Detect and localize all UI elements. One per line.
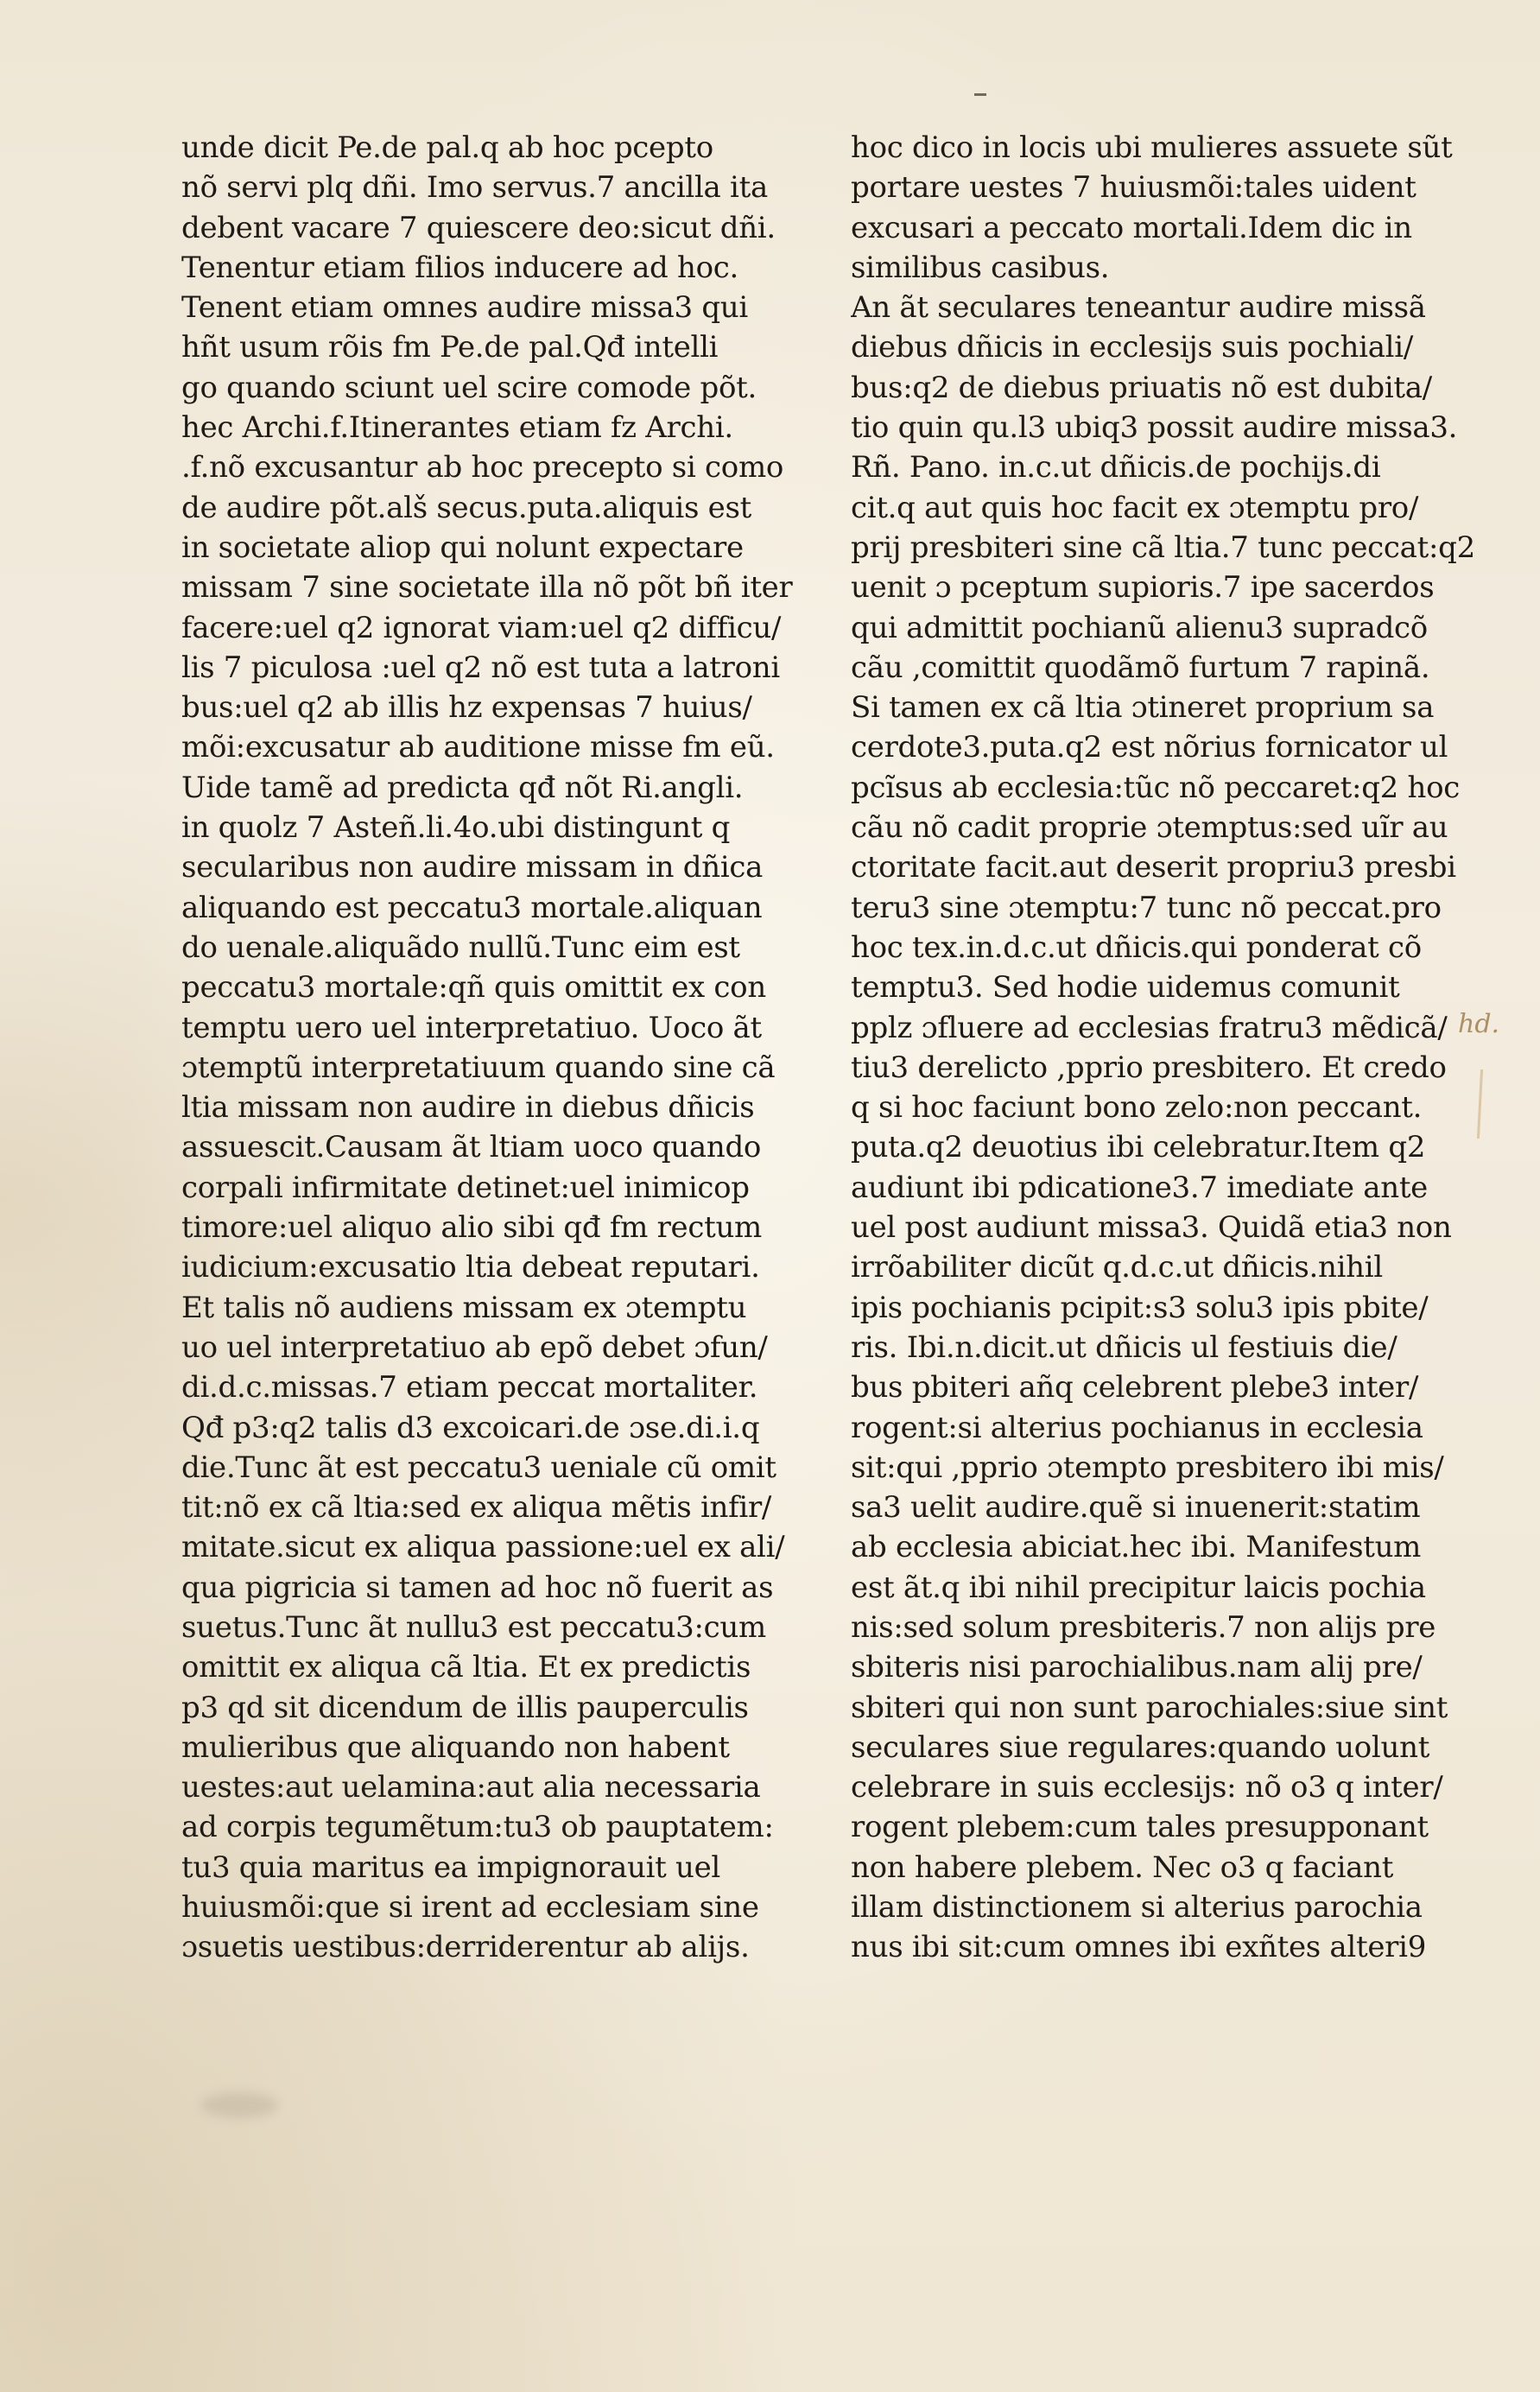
left-column-line: debent vacare 7 quiescere deo:sicut dñi. bbox=[181, 210, 776, 245]
right-column-line: sa3 uelit audire.quẽ si inuenerit:statim bbox=[851, 1490, 1421, 1526]
left-column-line: uo uel interpretatiuo ab epõ debet ɔfun/ bbox=[181, 1329, 768, 1365]
right-column-line: seculares siue regulares:quando uolunt bbox=[851, 1729, 1430, 1765]
right-column-line: ctoritate facit.aut deserit propriu3 presbi bbox=[851, 850, 1456, 885]
left-column-line: ltia missam non audire in diebus dñicis bbox=[181, 1090, 755, 1126]
left-column-line: Uide tamẽ ad predicta qđ nõt Ri.angli. bbox=[181, 770, 744, 805]
left-column-line: missam 7 sine societate illa nõ põt bñ iter bbox=[181, 570, 793, 606]
left-column-line: nõ servi plq dñi. Imo servus.7 ancilla ita bbox=[181, 170, 768, 206]
right-column-line: temptu3. Sed hodie uidemus comunit bbox=[851, 970, 1400, 1006]
right-column-line: cit.q aut quis hoc facit ex ɔtemptu pro/ bbox=[851, 490, 1419, 525]
ink-mark bbox=[974, 93, 986, 96]
left-column-line: in societate aliop qui nolunt expectare bbox=[181, 530, 744, 565]
right-column-line: cãu nõ cadit proprie ɔtemptus:sed uĩr au bbox=[851, 810, 1448, 846]
right-column-line: pcĩsus ab ecclesia:tũc nõ peccaret:q2 hoc bbox=[851, 770, 1461, 805]
right-column-line: hoc tex.in.d.c.ut dñicis.qui ponderat cõ bbox=[851, 930, 1422, 965]
right-column-line: celebrare in suis ecclesijs: nõ o3 q inter/ bbox=[851, 1770, 1443, 1805]
left-column-line: huiusmõi:que si irent ad ecclesiam sine bbox=[181, 1890, 759, 1926]
left-column-line: tu3 quia maritus ea impignorauit uel bbox=[181, 1850, 721, 1885]
right-column-line: ipis pochianis pcipit:s3 solu3 ipis pbite/ bbox=[851, 1290, 1429, 1325]
right-column-line: excusari a peccato mortali.Idem dic in bbox=[851, 210, 1412, 245]
right-column-line: nis:sed solum presbiteris.7 non alijs pre bbox=[851, 1609, 1436, 1645]
left-column-line: omittit ex aliqua cã ltia. Et ex predictis bbox=[181, 1650, 751, 1685]
right-column-line: bus:q2 de diebus priuatis nõ est dubita/ bbox=[851, 370, 1432, 405]
right-column-line: rogent plebem:cum tales presupponant bbox=[851, 1810, 1429, 1845]
right-column-line: uel post audiunt missa3. Quidã etia3 non bbox=[851, 1210, 1452, 1246]
right-column-line: sbiteri qui non sunt parochiales:siue sint bbox=[851, 1690, 1448, 1725]
left-column-line: timore:uel aliquo alio sibi qđ fm rectum bbox=[181, 1210, 762, 1246]
left-column-line: .f.nõ excusantur ab hoc precepto si como bbox=[181, 450, 784, 485]
right-column-line: rogent:si alterius pochianus in ecclesia bbox=[851, 1410, 1423, 1445]
right-column-line: portare uestes 7 huiusmõi:tales uident bbox=[851, 170, 1416, 206]
right-column-line: ris. Ibi.n.dicit.ut dñicis ul festiuis die/ bbox=[851, 1329, 1397, 1365]
left-column-line: ad corpis tegumẽtum:tu3 ob pauptatem: bbox=[181, 1810, 774, 1845]
left-column-line: ɔsuetis uestibus:derriderentur ab alijs. bbox=[181, 1930, 750, 1965]
left-text-column bbox=[181, 128, 855, 1968]
right-column-line: est ãt.q ibi nihil precipitur laicis pochia bbox=[851, 1570, 1426, 1605]
right-column-line: prij presbiteri sine cã ltia.7 tunc peccat:q2 bbox=[851, 530, 1475, 565]
right-column-line: cerdote3.puta.q2 est nõrius fornicator ul bbox=[851, 730, 1448, 765]
right-column-line: puta.q2 deuotius ibi celebratur.Item q2 bbox=[851, 1130, 1426, 1165]
right-column-line: nus ibi sit:cum omnes ibi exñtes alteri9 bbox=[851, 1930, 1427, 1965]
right-text-column bbox=[851, 128, 1524, 1968]
right-column-line: teru3 sine ɔtemptu:7 tunc nõ peccat.pro bbox=[851, 890, 1442, 925]
left-column-line: Qđ p3:q2 talis d3 excoicari.de ɔse.di.i.q bbox=[181, 1410, 760, 1445]
left-column-line: mõi:excusatur ab auditione misse fm eũ. bbox=[181, 730, 775, 765]
left-column-line: corpali infirmitate detinet:uel inimicop bbox=[181, 1170, 750, 1205]
left-column-line: assuescit.Causam ãt ltiam uoco quando bbox=[181, 1130, 762, 1165]
left-column-line: mitate.sicut ex aliqua passione:uel ex ali/ bbox=[181, 1530, 785, 1565]
left-column-line: do uenale.aliquãdo nullũ.Tunc eim est bbox=[181, 930, 740, 965]
left-column-line: temptu uero uel interpretatiuo. Uoco ãt bbox=[181, 1010, 762, 1045]
right-column-line: illam distinctionem si alterius parochia bbox=[851, 1890, 1423, 1926]
right-column-line: similibus casibus. bbox=[851, 250, 1110, 285]
left-column-line: bus:uel q2 ab illis hz expensas 7 huius/ bbox=[181, 690, 752, 726]
right-column-line: hoc dico in locis ubi mulieres assuete sũt bbox=[851, 130, 1453, 165]
left-column-line: Tenent etiam omnes audire missa3 qui bbox=[181, 290, 748, 326]
left-column-line: aliquando est peccatu3 mortale.aliquan bbox=[181, 890, 763, 925]
left-column-line: uestes:aut uelamina:aut alia necessaria bbox=[181, 1770, 761, 1805]
left-column-line: de audire põt.alš secus.puta.aliquis est bbox=[181, 490, 751, 525]
left-column-line: qua pigricia si tamen ad hoc nõ fuerit as bbox=[181, 1570, 774, 1605]
right-column-line: tiu3 derelicto ,pprio presbitero. Et credo bbox=[851, 1050, 1447, 1085]
right-column-line: q si hoc faciunt bono zelo:non peccant. bbox=[851, 1090, 1423, 1126]
left-column-line: unde dicit Pe.de pal.q ab hoc pcepto bbox=[181, 130, 713, 165]
right-column-line: sbiteris nisi parochialibus.nam alij pre/ bbox=[851, 1650, 1423, 1685]
right-column-line: cãu ,comittit quodãmõ furtum 7 rapinã. bbox=[851, 650, 1430, 685]
left-column-line: hec Archi.f.Itinerantes etiam fz Archi. bbox=[181, 410, 733, 446]
left-column-line: ɔtemptũ interpretatiuum quando sine cã bbox=[181, 1050, 776, 1085]
right-column-line: Rñ. Pano. in.c.ut dñicis.de pochijs.di bbox=[851, 450, 1381, 485]
left-column-line: di.d.c.missas.7 etiam peccat mortaliter. bbox=[181, 1370, 758, 1405]
left-column-line: Tenentur etiam filios inducere ad hoc. bbox=[181, 250, 739, 285]
left-column-line: mulieribus que aliquando non habent bbox=[181, 1729, 730, 1765]
left-column-line: lis 7 piculosa :uel q2 nõ est tuta a latroni bbox=[181, 650, 780, 685]
right-column-line: tio quin qu.l3 ubiq3 possit audire missa3. bbox=[851, 410, 1458, 446]
left-column-line: hñt usum rõis fm Pe.de pal.Qđ intelli bbox=[181, 330, 719, 365]
left-column-line: p3 qd sit dicendum de illis pauperculis bbox=[181, 1690, 749, 1725]
right-column-line: pplz ɔfluere ad ecclesias fratru3 mẽdicã/ bbox=[851, 1010, 1448, 1045]
right-column-line: audiunt ibi pdicatione3.7 imediate ante bbox=[851, 1170, 1429, 1205]
right-column-line: Si tamen ex cã ltia ɔtineret proprium sa bbox=[851, 690, 1435, 726]
left-column-line: tit:nõ ex cã ltia:sed ex aliqua mẽtis infir/ bbox=[181, 1490, 772, 1526]
right-column-line: non habere plebem. Nec o3 q faciant bbox=[851, 1850, 1394, 1885]
right-column-line: qui admittit pochianũ alienu3 supradcõ bbox=[851, 610, 1428, 645]
right-column-line: sit:qui ,pprio ɔtempto presbitero ibi mis/ bbox=[851, 1450, 1444, 1485]
margin-annotation: hd. bbox=[1458, 1009, 1500, 1039]
left-column-line: secularibus non audire missam in dñica bbox=[181, 850, 764, 885]
left-column-line: go quando sciunt uel scire comode põt. bbox=[181, 370, 757, 405]
left-column-line: suetus.Tunc ãt nullu3 est peccatu3:cum bbox=[181, 1609, 766, 1645]
left-column-line: facere:uel q2 ignorat viam:uel q2 difficu/ bbox=[181, 610, 782, 645]
right-column-line: ab ecclesia abiciat.hec ibi. Manifestum bbox=[851, 1530, 1422, 1565]
right-column-line: irrõabiliter dicũt q.d.c.ut dñicis.nihil bbox=[851, 1250, 1383, 1285]
left-column-line: Et talis nõ audiens missam ex ɔtemptu bbox=[181, 1290, 747, 1325]
left-column-line: iudicium:excusatio ltia debeat reputari. bbox=[181, 1250, 760, 1285]
right-column-line: uenit ɔ pceptum supioris.7 ipe sacerdos bbox=[851, 570, 1435, 606]
left-column-line: die.Tunc ãt est peccatu3 ueniale cũ omit bbox=[181, 1450, 776, 1485]
left-column-line: in quolz 7 Asteñ.li.4o.ubi distingunt q bbox=[181, 810, 731, 846]
right-column-line: bus pbiteri añq celebrent plebe3 inter/ bbox=[851, 1370, 1419, 1405]
left-column-line: peccatu3 mortale:qñ quis omittit ex con bbox=[181, 970, 766, 1006]
right-column-line: An ãt seculares teneantur audire missã bbox=[851, 290, 1426, 326]
page-smudge bbox=[200, 2092, 278, 2118]
right-column-line: diebus dñicis in ecclesijs suis pochiali/ bbox=[851, 330, 1413, 365]
